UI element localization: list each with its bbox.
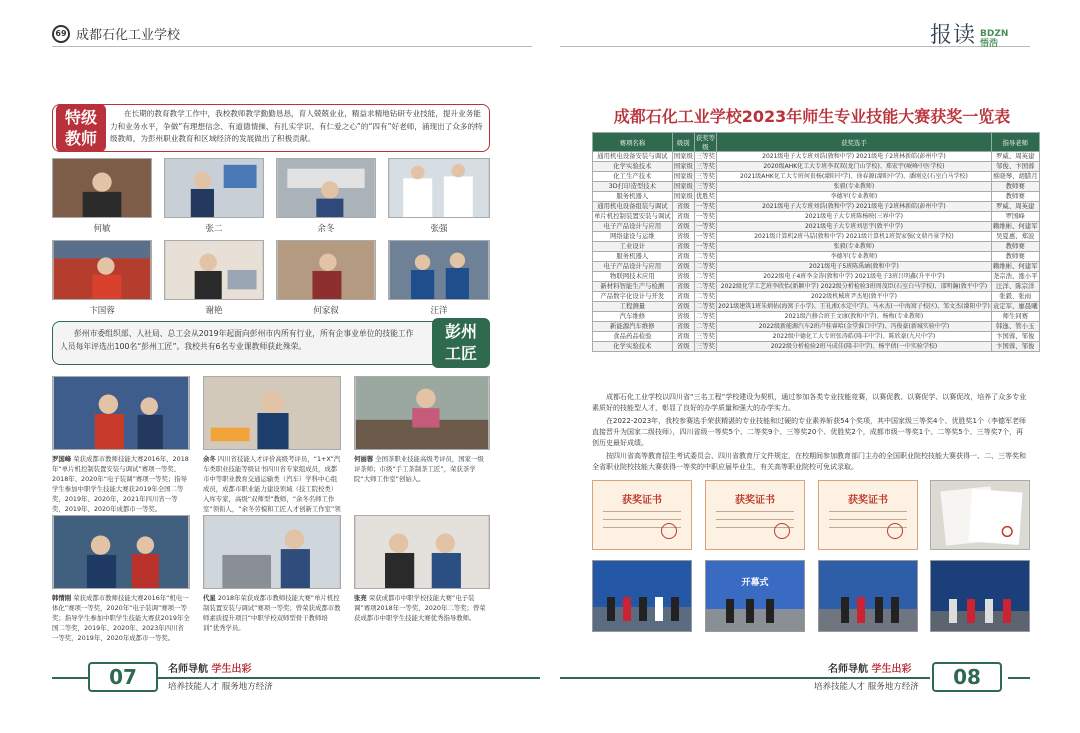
certificate-photo-4 (930, 480, 1030, 550)
magazine-title: 报读 (930, 23, 977, 48)
table-cell: 2021级电子大专班刘浩(敦和中学) 2021级电子2班林新皓(彭州中学) (717, 202, 992, 212)
teacher-photo-1 (52, 158, 152, 218)
table-row (593, 322, 1040, 332)
table-cell: 服务机器人 (593, 252, 673, 262)
table-cell: 2021级建筑1班朱炳佑(海窝子小学)、王礼淞(水定中学)、马永杰(一中海窝子校区)、邹文杰(濛阳中学) (718, 303, 990, 310)
table-cell: 省级 (672, 242, 694, 252)
table-cell: 优胜奖 (695, 192, 716, 200)
table-row (593, 162, 1040, 172)
awards-paragraph-1: 成都石化工业学校以四川省“三名工程”学校建设为契机，通过参加各类专业技能竞赛，以赛促教、以赛促学、以赛促改，培养了众多专业素质好的技能型人才，彰显了良好的办学质量和强大的办学实力。 (592, 393, 1027, 412)
craftsman-section-tag (432, 318, 490, 368)
table-cell: 省级 (672, 282, 694, 292)
table-cell: 邹俊、卞国蓉 (991, 162, 1039, 172)
event-photo-3 (818, 560, 918, 632)
table-cell: 化学实验技术 (593, 162, 673, 172)
teacher-caption-7: 何家叙 (313, 306, 339, 316)
table-cell: 李德军(专业教师) (717, 252, 992, 262)
craftsman-bio-4 (52, 593, 190, 643)
awards-paragraph-2: 在2022-2023年，我校参赛选手荣获精湛的专业技能和过硬的专业素养斩获54个奖项，其中国家级三等奖4个、优胜奖1个（李德军老师直接晋升为国家二级技师），四川省级一等奖5个、二等奖9个、三等奖20个、优胜奖2个，成都市级一等奖1个、二等奖5个、三等奖7个，再创历史最好成绩。 (592, 417, 1026, 447)
table-cell: 卞国蓉、邹俊 (991, 332, 1039, 342)
teacher-caption-2: 张二 (205, 224, 223, 234)
teacher-photo-4 (388, 158, 490, 218)
table-cell: 省级 (672, 312, 694, 322)
craftsman-bio-text-6: 荣获成都市中职学校技能大赛“电子装调”赛项2018年一等奖、2020年二等奖；曾荣获成都市中职学生技能大赛优秀指导教师。 (354, 594, 486, 622)
table-cell: 单片机控制装置安装与调试 (594, 212, 671, 220)
table-cell: 省级 (672, 302, 694, 312)
magazine-sub-top: BDZN (980, 29, 1009, 39)
table-row (593, 292, 1040, 302)
table-cell: 2022级分析检验2班马成佳(隆丰中学)、杨宇倩(一中实验学校) (717, 342, 992, 352)
table-cell: 一等奖 (695, 222, 716, 230)
table-cell: 新能源汽车维修 (593, 322, 673, 332)
certificate-title-3: 获奖证书 (848, 495, 888, 506)
header-left (52, 24, 180, 43)
table-cell: 省级 (672, 252, 694, 262)
table-cell: 一等奖 (695, 232, 716, 240)
seal-icon (661, 523, 677, 539)
teacher-caption-4: 张强 (430, 224, 448, 234)
craftsman-photo-4 (52, 515, 190, 589)
table-cell: 2021级电子5班陈禹涵(敦和中学) (717, 262, 992, 272)
table-row (593, 242, 1040, 252)
school-name: 成都石化工业学校 (76, 28, 181, 43)
teacher-photo-6 (164, 240, 264, 300)
cert-line (829, 519, 907, 520)
teacher-photo-2 (164, 158, 264, 218)
cert-line (716, 519, 794, 520)
craftsman-bio-text-1: 荣获成都市教师技能大赛2016年、2018年“单片机控制装置安装与调试”赛项一等奖、2018年、2020年“电子装调”赛项一等奖；指导学生参加中职学生技能大赛获2019年全国二等奖，2019年、2020年，2021年四川省一等奖，2019年、2020年成都市一等奖。 (52, 455, 189, 513)
awards-paragraph-3: 按四川省高等教育招生考试委员会、四川省教育厅文件规定，在校期间参加教育部门主办的全国职业院校技能大赛获得一、二、三等奖和全省职业院校技能大赛获得一等奖的中职应届毕业生，有关高等职业院校可免试录取。 (592, 452, 1026, 471)
seal-icon (774, 523, 790, 539)
table-cell: 国家级 (673, 152, 693, 160)
table-row (593, 272, 1040, 282)
teacher-tag-line2: 教师 (64, 129, 97, 148)
table-cell: 通用机电设备安装与调试 (593, 152, 673, 162)
table-cell: 尧宗浩、涨小平 (992, 272, 1038, 280)
table-cell: 教师赛 (991, 182, 1039, 192)
table-cell: 吴夏惠、郑波 (991, 232, 1039, 242)
table-cell: 2021级电子大专班刘思宇(敦平中学) (717, 222, 992, 232)
table-cell: 省级 (672, 292, 694, 302)
magazine-sub-bottom: 悟浩 (980, 39, 999, 49)
cert-line (716, 511, 794, 512)
teacher-photo-7 (276, 240, 376, 300)
right-page-number: 08 (932, 662, 1002, 692)
certificate-title-1: 获奖证书 (622, 495, 662, 506)
table-cell: 师生同赛 (991, 312, 1039, 322)
left-page-number: 07 (88, 662, 158, 692)
table-cell: 三等奖 (695, 152, 716, 160)
table-cell: 二等奖 (695, 272, 716, 280)
table-row (593, 232, 1040, 242)
table-cell: 2020级AHK化工大专班李双双(龙门山学校)、郑宏宇(岷峰中医学校) (717, 162, 992, 172)
table-cell: 韩逸、管小玉 (991, 322, 1039, 332)
teacher-caption-8: 汪洋 (430, 306, 448, 316)
table-cell: 省级 (672, 232, 694, 242)
cert-line (603, 519, 681, 520)
craftsman-bio-5 (203, 593, 341, 633)
craftsman-bio-text-5: 2018年荣获成都市教师技能大赛“单片机控制装置安装与调试”赛项一等奖；曾荣获成都市教师素质提升项目“中职学校双师型骨干教师培训”优秀学员。 (203, 594, 341, 632)
table-cell: 省级 (672, 272, 694, 282)
table-row (593, 262, 1040, 272)
event-photo-2 (705, 560, 805, 632)
craftsman-bio-name-6: 张亮 (354, 594, 367, 602)
table-cell: 汽车维修 (593, 312, 673, 322)
certificate-1 (592, 480, 692, 550)
craftsman-bio-2 (203, 454, 341, 524)
table-cell: 二等奖 (695, 262, 716, 270)
table-cell: 二等奖 (695, 252, 716, 260)
awards-title: 成都石化工业学校2023年师生专业技能大赛获奖一览表 (613, 107, 1011, 126)
table-cell: 网络建设与运维 (593, 232, 673, 242)
col-advisor: 指导老师 (991, 133, 1039, 152)
craftsman-bio-text-4: 荣获成都市教师技能大赛2016年“机电一体化”赛项一等奖，2020年“电子装调”赛项一等奖；指导学生参加中职学生技能大赛获2019年全国二等奖，2019年、2020年、2023年四川省一等奖，2019年、2020年成都市一等奖。 (52, 594, 190, 642)
craftsman-photo-5 (203, 515, 341, 589)
craftsman-tag-line1: 彭州 (444, 322, 477, 341)
event-photo-1 (592, 560, 692, 632)
table-row (593, 252, 1040, 262)
craftsman-bio-text-2: 四川省技能人才评价高级考评员，“1+X”汽车类职业技能等级证书四川省专家组成员，成都市中等职业教育交通运输类（汽车）学科中心组成员，成都市职业能力建设领域（技工院校类）入库专家，高级“双师型”教师，“余冬名师工作室”领衔人，“余冬劳模和工匠人才创新工作室”领 (203, 455, 341, 513)
table-cell: 二等奖 (695, 282, 716, 290)
table-cell: 三等奖 (695, 332, 716, 340)
table-cell: 国家级 (673, 182, 693, 190)
table-cell: 三等奖 (695, 182, 716, 190)
craftsman-bio-name-3: 何丽蓉 (354, 455, 374, 463)
table-cell: 三等奖 (695, 172, 716, 180)
table-cell: 2022级电子4班李金涛(敦和中学) 2021级电子3班吕明鑫(升平中学) (717, 272, 992, 282)
craftsman-photo-2 (203, 376, 341, 450)
table-cell: 赖维彬、何建军 (992, 222, 1038, 230)
teacher-caption-1: 何敏 (93, 224, 111, 234)
table-cell: 省级 (672, 332, 694, 342)
craftsman-bio-6 (354, 593, 490, 623)
table-cell: 一等奖 (695, 242, 716, 250)
table-cell: 三等奖 (695, 162, 716, 170)
craftsman-bio-text-3: 全国茶职业技能高级考评员，国家一级评茶师；市级“手工茶制茶工匠”，荣获茶学院“大师工作室”创始人。 (354, 455, 484, 483)
table-cell: 张毅(专业教师) (717, 242, 992, 252)
table-row (593, 312, 1040, 322)
table-cell: 罗威、周英建 (991, 202, 1039, 212)
craftsman-photo-3 (354, 376, 490, 450)
table-row (593, 192, 1040, 202)
craftsman-photo-6 (354, 515, 490, 589)
table-cell: 2022级化学工艺班李欣怡(新颖中学) 2022级分析检验3班周茂臣(石室白马学校)、邵明瀚(敦平中学) (717, 282, 992, 292)
table-cell: 2021级汽修合班王文康(敦和中学)、杨梅(专业教师) (717, 312, 992, 322)
table-cell: 二等奖 (695, 292, 716, 300)
table-cell: 新材料智能生产与检测 (593, 282, 673, 292)
table-cell: 2022级中德化工大专班张涛皓(隆丰中学)、陈欣豪(九尺中学) (717, 332, 992, 342)
table-cell: 省级 (672, 262, 694, 272)
table-cell: 工业设计 (593, 242, 673, 252)
table-cell: 食品药品检验 (593, 332, 673, 342)
table-cell: 一等奖 (695, 212, 716, 220)
logo-text: 69 (55, 29, 67, 38)
left-footer-title (168, 660, 251, 675)
craftsman-intro: 彭州市委组织部、人社局、总工会从2019年起面向彭州市内所有行业，所有企事业单位的技能工作人员每年评选出100名“彭州工匠”。我校共有6名专业课教师获此殊荣。 (60, 329, 414, 351)
table-cell: 省级 (672, 322, 694, 332)
certificate-2 (705, 480, 805, 550)
teacher-caption-3: 余冬 (317, 224, 335, 234)
table-cell: 张毅(专业教师) (717, 182, 992, 192)
table-cell: 化工生产技术 (593, 172, 673, 182)
school-logo-icon (52, 25, 70, 43)
seal-icon (887, 523, 903, 539)
table-cell: 2021级计算机2班马喆(敦和中学) 2021级计算机1班贺家强(文鼎丹景学校) (717, 232, 992, 242)
table-cell: 省级 (672, 222, 694, 232)
table-cell: 工程测量 (593, 302, 673, 312)
table-row (593, 172, 1040, 182)
table-cell: 三等奖 (695, 342, 716, 350)
craftsman-bio-3 (354, 454, 490, 484)
table-cell: 2022级新能源汽车2班卢桂睿哈(金堂淮口中学)、冯俊豪(新城实验中学) (717, 322, 992, 332)
awards-paragraphs (592, 392, 1030, 475)
table-row (593, 212, 1040, 222)
magazine-subtitle (980, 29, 1008, 49)
table-cell: 张毅、张雨 (991, 292, 1039, 302)
table-row (593, 342, 1040, 352)
table-cell: 一等奖 (695, 202, 716, 210)
table-cell: 蔡晓琴、胡腊月 (992, 172, 1038, 180)
awards-table-header (593, 133, 1040, 152)
table-cell: 二等奖 (695, 302, 716, 310)
table-cell: 国家级 (673, 172, 693, 180)
col-prize: 获奖等级 (695, 134, 716, 151)
table-cell: 2021级AHK化工大专班何贵杨(濛阳中学)、徐春源(濛阳中学)、潘刚克(石室白马学校) (717, 172, 992, 182)
teacher-tag-line1: 特级 (64, 108, 97, 127)
table-cell: 电子产品设计与应用 (593, 222, 673, 232)
table-cell: 电子产品设计与应用 (593, 262, 673, 272)
table-cell: 2022级机械班尹杰旭(敦平中学) (717, 292, 992, 302)
table-cell: 二等奖 (695, 322, 716, 330)
event-photo-4 (930, 560, 1030, 632)
table-cell: 国家级 (673, 162, 693, 170)
table-cell: 卞国蓉、邹俊 (991, 342, 1039, 352)
table-row (593, 282, 1040, 292)
cert-line (829, 511, 907, 512)
table-cell: 服务机器人 (593, 192, 673, 202)
craftsman-bio-1 (52, 454, 190, 514)
left-footer-subtitle: 培养技能人才 服务地方经济 (168, 682, 273, 692)
table-row (593, 302, 1040, 312)
col-event: 赛项名称 (593, 133, 673, 152)
right-footer-title-a: 名师导航 (828, 664, 868, 675)
table-cell: 通用机电设备组装与调试 (593, 202, 673, 212)
teacher-photo-5 (52, 240, 152, 300)
teacher-intro: 在长期的教育教学工作中，我校教师教学勤勤恳恳，育人兢兢业业，精益求精地钻研专业技能，提升业务能力和业务水平，争做“有理想信念、有道德情操、有扎实学识、有仁爱之心”的“四有”好老师，涌现出了众多的特级教师，为彭州职业教育和区域经济的发展做出了积极贡献。 (110, 109, 483, 143)
table-cell: 2021级电子大专班陈杨映(三界中学) (717, 212, 992, 222)
left-footer-bar-b (140, 677, 540, 679)
left-footer-title-a: 名师导航 (168, 664, 208, 675)
table-row (593, 332, 1040, 342)
right-footer-title (828, 660, 911, 675)
teacher-caption-5: 卞国蓉 (89, 306, 115, 316)
table-cell: 袁定军、廖晨曦 (992, 302, 1038, 310)
table-cell: 省级 (672, 202, 694, 212)
table-cell: 产品数字化设计与开发 (593, 292, 673, 302)
table-row (593, 152, 1040, 162)
table-cell: 赖维彬、何建军 (992, 262, 1038, 270)
table-cell: 国家级 (673, 192, 693, 200)
table-cell: 汪洋、陈宗洋 (991, 282, 1039, 292)
right-footer-bar-b (1008, 677, 1030, 679)
table-cell: 2021级电子大专班刘浩(敦和中学) 2021级电子2班林新皓(彭州中学) (717, 152, 992, 162)
table-row (593, 182, 1040, 192)
table-cell: 教师赛 (991, 252, 1039, 262)
craftsman-bio-name-5: 代星 (203, 594, 216, 602)
craftsman-tag-line2: 工匠 (444, 344, 477, 363)
right-footer-bar-a (560, 677, 930, 679)
teacher-caption-6: 谢艳 (205, 306, 223, 316)
table-cell: 3D打印造型技术 (593, 182, 673, 192)
table-cell: 化学实验技术 (593, 342, 673, 352)
cert-line (603, 511, 681, 512)
right-footer-title-b: 学生出彩 (871, 664, 912, 675)
teacher-photo-8 (388, 240, 490, 300)
table-cell: 罗威、周英建 (991, 152, 1039, 162)
craftsman-bio-name-4: 韩情刚 (52, 594, 72, 602)
table-cell: 教师赛 (991, 242, 1039, 252)
teacher-photo-3 (276, 158, 376, 218)
right-footer-subtitle: 培养技能人才 服务地方经济 (814, 682, 919, 692)
col-level: 级别 (672, 133, 694, 152)
left-footer-title-b: 学生出彩 (211, 664, 252, 675)
craftsman-bio-name-1: 罗国峰 (52, 455, 72, 463)
awards-table (592, 132, 1040, 352)
header-right (930, 18, 1008, 49)
event-banner-text: 开幕式 (741, 578, 769, 588)
table-cell: 物联网技术应用 (593, 272, 673, 282)
header-divider-left (52, 46, 532, 47)
table-cell: 李德军(专业教师) (717, 192, 992, 202)
table-cell: 省级 (672, 342, 694, 352)
teacher-section-tag (56, 104, 106, 152)
table-cell: 二等奖 (695, 312, 716, 320)
craftsman-photo-1 (52, 376, 190, 450)
table-cell: 省级 (672, 212, 694, 222)
certificate-title-2: 获奖证书 (735, 495, 775, 506)
table-cell: 教师赛 (991, 192, 1039, 202)
table-row (593, 202, 1040, 212)
col-winners: 获奖选手 (717, 133, 992, 152)
table-cell: 罗国峰 (991, 212, 1039, 222)
certificate-3 (818, 480, 918, 550)
table-row (593, 222, 1040, 232)
craftsman-bio-name-2: 余冬 (203, 455, 216, 463)
